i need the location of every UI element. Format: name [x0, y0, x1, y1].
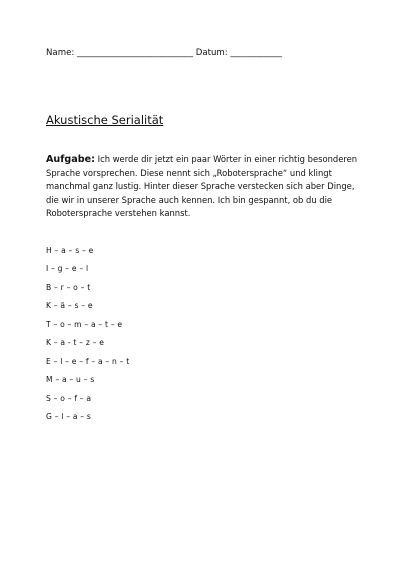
- list-item: S – o – f – a: [46, 393, 92, 403]
- list-item: K – a - t – z – e: [46, 338, 105, 348]
- list-item: I – g – e – l: [46, 264, 89, 274]
- worksheet-title: Akustische Serialität: [46, 113, 164, 127]
- list-item: G – l – a – s: [46, 412, 92, 422]
- list-item: T – o – m – a – t – e: [46, 319, 123, 329]
- list-item: K – ä – s – e: [46, 301, 93, 311]
- task-text: Ich werde dir jetzt ein paar Wörter in einer richtig besonderen Sprache vorsprechen. Diese nennt sich „Robotersprache“ und klingt manchmal ganz lustig. Hinter dieser Sprache verstecken sich aber Dinge, die wir in unserer Sprache auch kennen. Ich bin gespannt, ob du die Robotersprache verstehen kannst.: [46, 154, 358, 219]
- task-instructions: [46, 153, 358, 221]
- task-label: Aufgabe:: [46, 154, 95, 165]
- list-item: B – r – o – t: [46, 282, 91, 292]
- list-item: H – a – s – e: [46, 246, 94, 255]
- list-item: M – a – u – s: [46, 375, 95, 385]
- list-item: E – l – e – f – a – n – t: [46, 356, 130, 366]
- name-date-line: Name: ___________________________ Datum: ____________: [46, 48, 282, 58]
- robot-word-list: [46, 247, 129, 432]
